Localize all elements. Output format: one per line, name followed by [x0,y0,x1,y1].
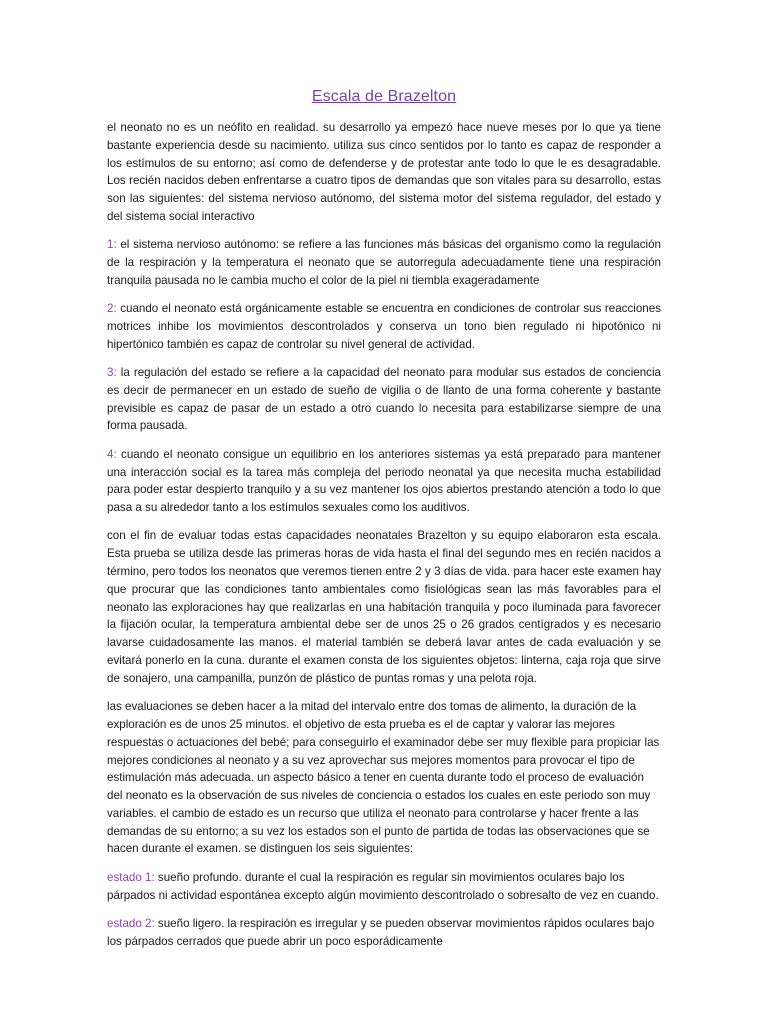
document-title: Escala de Brazelton [311,88,457,105]
state-label: estado 2: [107,916,155,930]
evaluation-paragraph: con el fin de evaluar todas estas capacidades neonatales Brazelton y su equipo elaboraron esta escala. Esta prueba se utiliza desde las primeras horas de vida hasta el final del segundo mes en recién nacidos a término, pero todos los neonatos que veremos tienen entre 2 y 3 días de vida. para hacer este examen hay que procurar que las condiciones tanto ambientales como fisiológicas sean las más favorables para el neonato las exploraciones hay que realizarlas en una habitación tranquila y poco iluminada para favorecer la fijación ocular, la temperatura ambiental debe ser de unos 25 o 26 grados centígrados y es necesario lavarse cuidadosamente las manos. el material también se deberá lavar antes de cada evaluación y se evitará ponerlo en la cuna. durante el examen consta de los siguientes objetos: linterna, caja roja que sirve de sonajero, una campanilla, punzón de plástico de puntas romas y una pelota roja. [107,529,661,685]
item-text: cuando el neonato consigue un equilibrio en los anteriores sistemas ya está preparado para mantener una interacción social es la tarea más compleja del periodo neonatal ya que necesita mucha estabilidad para poder estar despierto tranquilo y a su vez mantener los ojos abiertos prestando atención a todo lo que pasa a su alrededor tanto a los estímulos sexuales como los auditivos. [107,447,661,515]
item-number: 3: [107,366,117,380]
state-text: sueño profundo. durante el cual la respiración es regular sin movimientos oculares bajo los párpados ni actividad espontánea excepto algún movimiento descontrolado o sobresalto de vez en cuando. [107,870,659,902]
state-item [107,915,661,951]
state-item [107,869,661,905]
states-intro-paragraph: las evaluaciones se deben hacer a la mitad del intervalo entre dos tomas de alimento, la duración de la exploración es de unos 25 minutos. el objetivo de esta prueba es el de captar y valorar las mejores respuestas o actuaciones del bebé; para conseguirlo el examinador debe ser muy flexible para propiciar las mejores condiciones al neonato y a su vez aprovechar sus mejores momentos para provocar el tipo de estimulación más adecuada. un aspecto básico a tener en cuenta durante todo el proceso de evaluación del neonato es la observación de sus niveles de conciencia o estados los cuales en este periodo son muy variables. el cambio de estado es un recurso que utiliza el neonato para controlarse y hacer frente a las demandas de su entorno; a su vez los estados son el punto de partida de todas las observaciones que se hacen durante el examen. se distinguen los seis siguientes: [107,700,660,856]
list-item [107,236,661,289]
intro-paragraph: el neonato no es un neófito en realidad. su desarrollo ya empezó hace nueve meses por lo que ya tiene bastante experiencia desde su nacimiento. utiliza sus cinco sentidos por lo tanto es capaz de responder a los estímulos de su entorno; así como de defenderse y de protestar ante todo lo que le es desagradable. Los recién nacidos deben enfrentarse a cuatro tipos de demandas que son vitales para su desarrollo, estas son las siguientes: del sistema nervioso autónomo, del sistema motor del sistema regulador, del estado y del sistema social interactivo [107,121,661,223]
list-item [107,364,661,435]
item-text: el sistema nervioso autónomo: se refiere a las funciones más básicas del organismo como la regulación de la respiración y la temperatura el neonato que se autorregula adecuadamente tiene una respiración tranquila pausada no le cambia mucho el color de la piel ni tiembla exageradamente [107,238,661,287]
item-text: la regulación del estado se refiere a la capacidad del neonato para modular sus estados de conciencia es decir de permanecer en un estado de sueño de vigilia o de llanto de una forma coherente y bastante previsible es capaz de pasar de un estado a otro cuando lo necesita para estabilizarse siempre de una forma pausada. [107,366,661,433]
state-text: sueño ligero. la respiración es irregular y se pueden observar movimientos rápidos oculares bajo los párpados cerrados que puede abrir un poco esporádicamente [107,916,655,948]
list-item [107,300,661,353]
item-text: cuando el neonato está orgánicamente estable se encuentra en condiciones de controlar sus reacciones motrices inhibe los movimientos descontrolados y conserva un tono bien regulado ni hipotónico ni hipertónico también es capaz de controlar su nivel general de actividad. [107,302,661,351]
document-page [107,88,661,961]
item-number: 2: [107,302,117,316]
list-item [107,446,661,517]
item-number: 1: [107,238,117,252]
state-label: estado 1: [107,870,155,884]
item-number: 4: [107,447,117,461]
